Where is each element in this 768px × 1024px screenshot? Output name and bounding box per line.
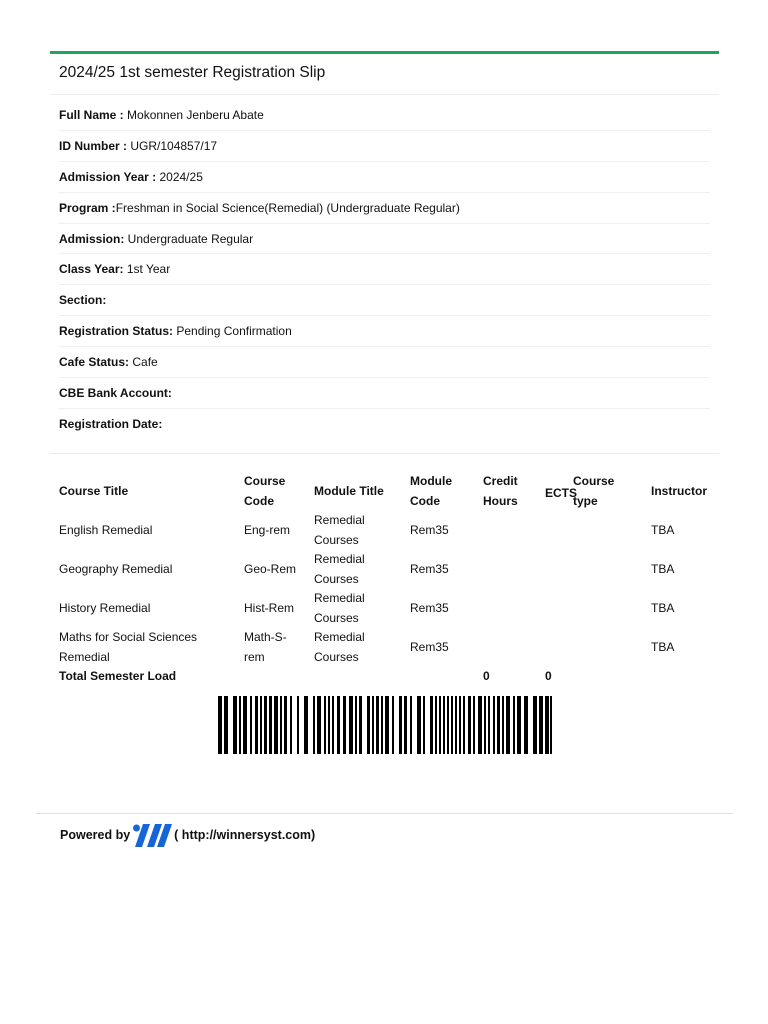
footer-divider bbox=[36, 813, 733, 814]
info-value: UGR/104857/17 bbox=[127, 138, 218, 153]
header-ects-label: ECTS bbox=[545, 486, 578, 500]
barcode-bar bbox=[264, 696, 267, 754]
info-label: Admission: bbox=[59, 231, 125, 246]
barcode-bar bbox=[550, 696, 552, 754]
info-value: Mokonnen Jenberu Abate bbox=[123, 108, 264, 122]
header-module-title: Module Title bbox=[314, 483, 384, 498]
cell-module-title: Remedial Courses bbox=[314, 591, 365, 625]
info-value: 2024/25 bbox=[156, 169, 203, 184]
barcode-bar bbox=[349, 696, 353, 754]
barcode-bar bbox=[451, 696, 453, 754]
info-label: ID Number : bbox=[59, 138, 128, 153]
barcode-bar bbox=[423, 696, 425, 754]
barcode-bar bbox=[506, 696, 510, 754]
barcode-bar bbox=[343, 696, 346, 754]
info-value: 1st Year bbox=[123, 262, 171, 277]
barcode bbox=[218, 696, 552, 754]
info-row bbox=[59, 378, 710, 409]
cell-instructor: TBA bbox=[651, 600, 675, 615]
barcode-bar bbox=[381, 696, 383, 754]
header-course-title: Course Title bbox=[59, 483, 129, 498]
barcode-bar bbox=[439, 696, 441, 754]
info-label: CBE Bank Account: bbox=[59, 386, 172, 401]
barcode-bar bbox=[255, 696, 258, 754]
barcode-bar bbox=[367, 696, 370, 754]
barcode-bar bbox=[328, 696, 330, 754]
barcode-bar bbox=[317, 696, 321, 754]
cell-course-type bbox=[573, 589, 642, 628]
cell-course-code: Math-S-rem bbox=[244, 630, 287, 664]
barcode-bar bbox=[239, 696, 241, 754]
barcode-bar bbox=[399, 696, 402, 754]
cell-module-title: Remedial Courses bbox=[314, 513, 365, 547]
courses-table bbox=[50, 472, 719, 687]
header-credit-hours: Credit Hours bbox=[483, 474, 518, 508]
info-label: Program : bbox=[59, 200, 116, 215]
info-row bbox=[59, 409, 710, 439]
barcode-bar bbox=[290, 696, 292, 754]
cell-credit-hours bbox=[474, 628, 545, 667]
barcode-bar bbox=[260, 696, 262, 754]
barcode-bar bbox=[430, 696, 433, 754]
info-label: Class Year: bbox=[59, 262, 124, 277]
cell-module-title: Remedial Courses bbox=[314, 630, 365, 664]
header-course-type: Course type bbox=[573, 474, 615, 508]
barcode-bar bbox=[218, 696, 222, 754]
barcode-bar bbox=[332, 696, 334, 754]
info-value: Pending Confirmation bbox=[173, 324, 292, 339]
barcode-bar bbox=[337, 696, 340, 754]
barcode-bar bbox=[269, 696, 272, 754]
cell-module-code: Rem35 bbox=[410, 639, 449, 654]
barcode-bar bbox=[274, 696, 278, 754]
info-row bbox=[59, 254, 710, 285]
info-row bbox=[59, 347, 710, 378]
barcode-bar bbox=[372, 696, 374, 754]
winnersyst-logo-icon bbox=[132, 821, 172, 849]
info-value: Undergraduate Regular bbox=[124, 231, 254, 246]
info-label: Section: bbox=[59, 293, 107, 308]
barcode-bar bbox=[455, 696, 457, 754]
info-row bbox=[59, 131, 710, 162]
cell-ects bbox=[545, 589, 573, 628]
barcode-bar bbox=[513, 696, 515, 754]
header-module-code: Module Code bbox=[410, 474, 452, 508]
total-empty-cell bbox=[642, 667, 719, 687]
header-instructor: Instructor bbox=[651, 483, 708, 498]
winnersyst-link[interactable]: ( http://winnersyst.com) bbox=[174, 828, 316, 842]
cell-ects bbox=[545, 511, 573, 550]
barcode-bar bbox=[355, 696, 357, 754]
total-empty-cell bbox=[305, 667, 401, 687]
cell-course-type bbox=[573, 628, 642, 667]
info-row bbox=[59, 316, 710, 347]
barcode-bar bbox=[280, 696, 282, 754]
cell-module-code: Rem35 bbox=[410, 561, 449, 576]
total-empty-cell bbox=[573, 667, 642, 687]
barcode-bar bbox=[468, 696, 471, 754]
barcode-bar bbox=[224, 696, 228, 754]
header-ects bbox=[545, 472, 578, 511]
header-course-code: Course Code bbox=[244, 474, 286, 508]
footer bbox=[60, 820, 315, 850]
barcode-bar bbox=[524, 696, 528, 754]
barcode-bar bbox=[493, 696, 495, 754]
total-credit-hours: 0 bbox=[483, 669, 490, 684]
total-empty-cell bbox=[235, 667, 305, 687]
barcode-bar bbox=[533, 696, 537, 754]
info-value: Cafe bbox=[129, 355, 158, 370]
barcode-bar bbox=[447, 696, 449, 754]
barcode-bar bbox=[497, 696, 500, 754]
cell-instructor: TBA bbox=[651, 639, 675, 654]
barcode-bar bbox=[297, 696, 299, 754]
barcode-bar bbox=[539, 696, 543, 754]
barcode-bar bbox=[392, 696, 394, 754]
barcode-bar bbox=[376, 696, 379, 754]
info-label: Registration Date: bbox=[59, 416, 163, 431]
cell-course-code: Eng-rem bbox=[244, 522, 291, 537]
powered-by-label: Powered by bbox=[60, 828, 131, 842]
barcode-bar bbox=[284, 696, 287, 754]
info-row bbox=[59, 285, 710, 316]
table-row bbox=[50, 550, 719, 589]
total-empty-cell bbox=[401, 667, 474, 687]
barcode-bar bbox=[435, 696, 437, 754]
info-row bbox=[59, 224, 710, 255]
table-row bbox=[50, 628, 719, 667]
barcode-bar bbox=[473, 696, 475, 754]
barcode-bar bbox=[304, 696, 308, 754]
info-row bbox=[59, 100, 710, 131]
table-header-row bbox=[50, 472, 719, 511]
info-label: Registration Status: bbox=[59, 324, 174, 339]
barcode-bar bbox=[517, 696, 521, 754]
barcode-bar bbox=[359, 696, 362, 754]
registration-slip-card bbox=[50, 51, 719, 439]
barcode-bar bbox=[545, 696, 549, 754]
info-label: Cafe Status: bbox=[59, 355, 130, 370]
info-row bbox=[59, 162, 710, 193]
barcode-bar bbox=[463, 696, 465, 754]
barcode-bar bbox=[324, 696, 326, 754]
barcode-bar bbox=[484, 696, 486, 754]
barcode-bar bbox=[313, 696, 315, 754]
student-info bbox=[50, 100, 719, 439]
cell-course-type bbox=[573, 511, 642, 550]
total-ects: 0 bbox=[545, 669, 552, 684]
barcode-bar bbox=[233, 696, 237, 754]
cell-course-code: Hist-Rem bbox=[244, 600, 294, 615]
cell-credit-hours bbox=[474, 589, 545, 628]
barcode-bar bbox=[404, 696, 407, 754]
cell-course-title: Maths for Social Sciences Remedial bbox=[59, 630, 198, 664]
cell-instructor: TBA bbox=[651, 522, 675, 537]
cell-course-title: Geography Remedial bbox=[59, 561, 173, 576]
cell-instructor: TBA bbox=[651, 561, 675, 576]
cell-module-code: Rem35 bbox=[410, 600, 449, 615]
cell-module-title: Remedial Courses bbox=[314, 552, 365, 586]
cell-course-code: Geo-Rem bbox=[244, 561, 297, 576]
total-label: Total Semester Load bbox=[59, 669, 177, 684]
barcode-bar bbox=[243, 696, 247, 754]
barcode-bar bbox=[385, 696, 389, 754]
total-row bbox=[50, 667, 719, 687]
cell-ects bbox=[545, 550, 573, 589]
table-row bbox=[50, 589, 719, 628]
cell-course-title: English Remedial bbox=[59, 522, 153, 537]
section-divider bbox=[50, 453, 719, 454]
barcode-bar bbox=[488, 696, 490, 754]
cell-credit-hours bbox=[474, 511, 545, 550]
cell-module-code: Rem35 bbox=[410, 522, 449, 537]
table-row bbox=[50, 511, 719, 550]
barcode-bar bbox=[410, 696, 412, 754]
barcode-bar bbox=[250, 696, 252, 754]
cell-course-title: History Remedial bbox=[59, 600, 151, 615]
cell-credit-hours bbox=[474, 550, 545, 589]
info-label: Full Name : bbox=[59, 108, 124, 122]
barcode-bar bbox=[459, 696, 461, 754]
cell-course-type bbox=[573, 550, 642, 589]
barcode-bar bbox=[443, 696, 445, 754]
info-row bbox=[59, 193, 710, 224]
barcode-bar bbox=[478, 696, 482, 754]
page-title: 2024/25 1st semester Registration Slip bbox=[50, 54, 719, 95]
info-value: Freshman in Social Science(Remedial) (Undergraduate Regular) bbox=[115, 200, 460, 215]
info-label: Admission Year : bbox=[59, 169, 157, 184]
barcode-bar bbox=[502, 696, 504, 754]
barcode-bar bbox=[417, 696, 421, 754]
cell-ects bbox=[545, 628, 573, 667]
